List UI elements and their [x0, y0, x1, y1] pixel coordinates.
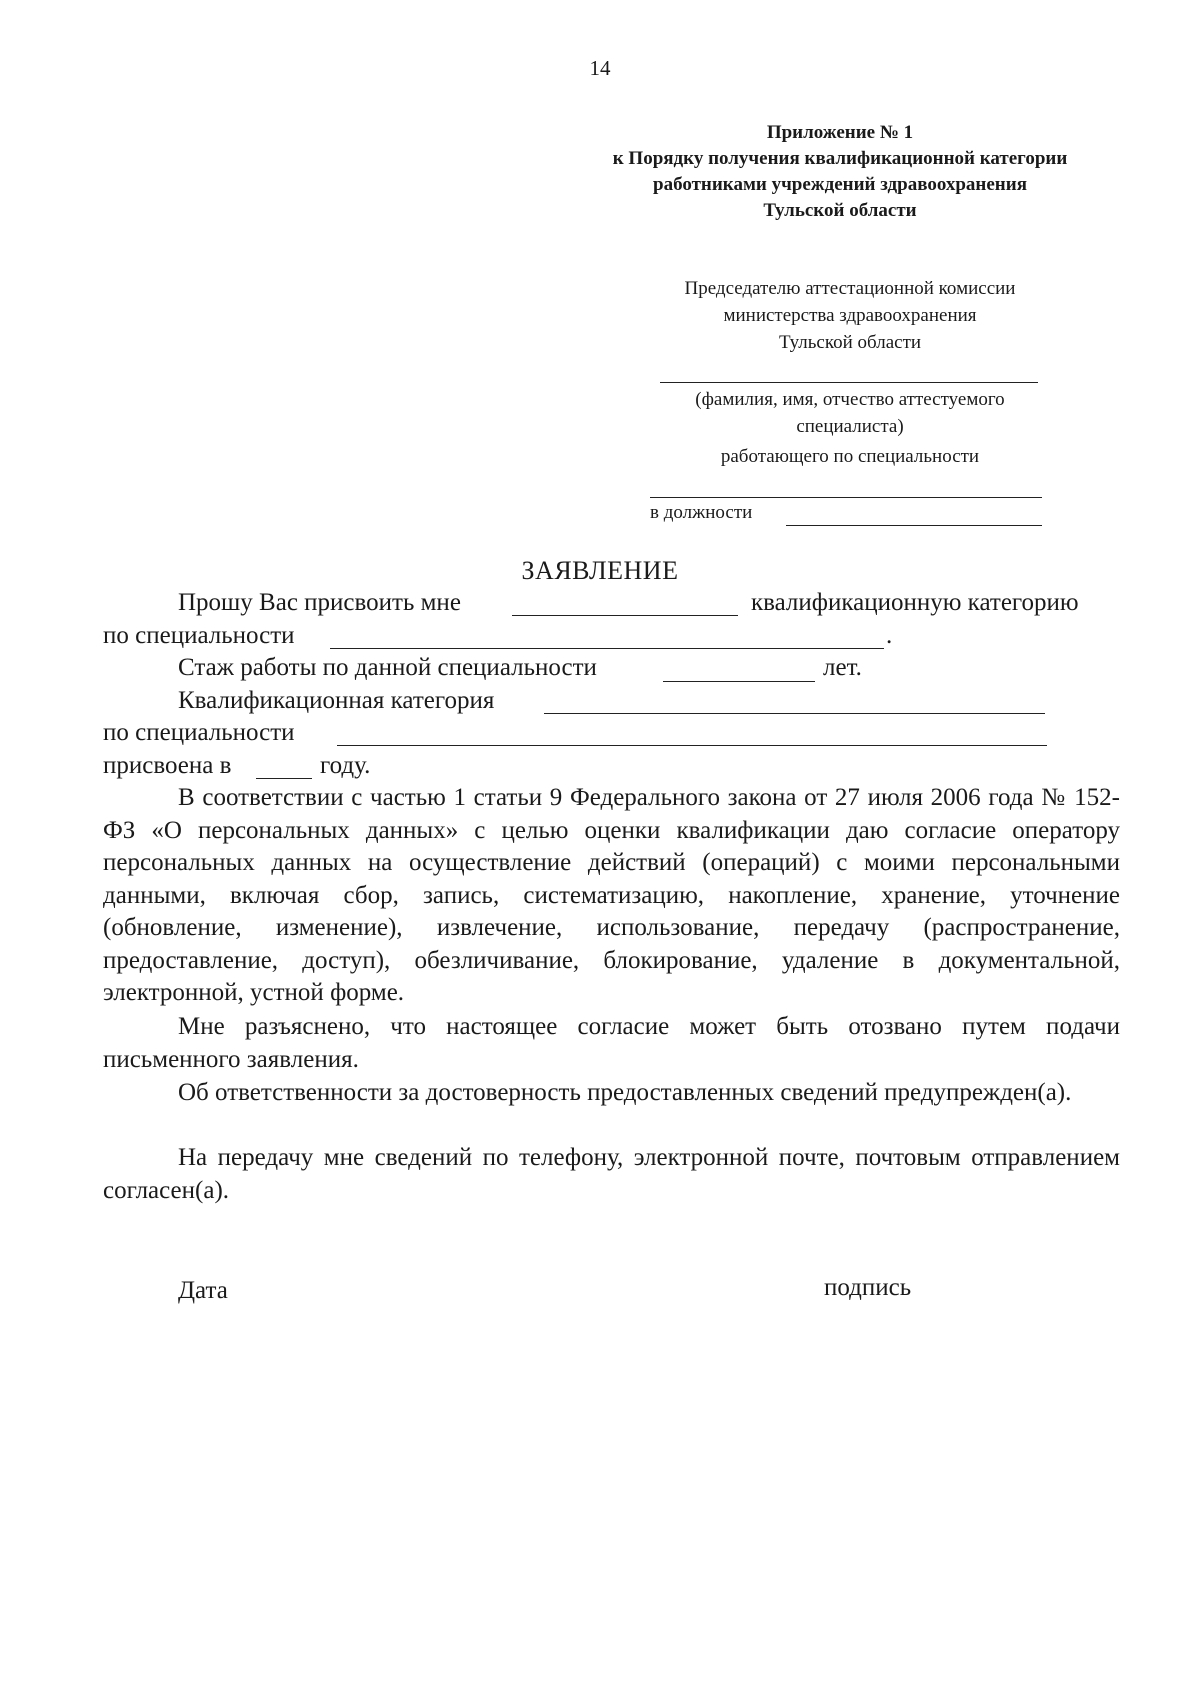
addressee-line: Тульской области	[778, 332, 922, 353]
form-line1-start: Прошу Вас присвоить мне	[178, 589, 461, 616]
name-hint-line: (фамилия, имя, отчество аттестуемого	[695, 389, 1005, 410]
addressee-block	[600, 275, 1100, 356]
form-line2-start: по специальности	[103, 622, 295, 649]
name-hint	[600, 386, 1100, 440]
specialty-request-blank-line[interactable]	[330, 648, 884, 649]
form-line6-end: году.	[320, 752, 371, 779]
form-line4-start: Квалификационная категория	[178, 687, 495, 714]
current-category-blank-line[interactable]	[544, 713, 1045, 714]
specialty-blank-line[interactable]	[650, 497, 1042, 498]
specialty-label: работающего по специальности	[720, 446, 980, 467]
date-label: Дата	[178, 1277, 228, 1304]
appendix-line: Приложение № 1	[766, 122, 914, 143]
position-blank-line[interactable]	[786, 525, 1042, 526]
page-number: 14	[589, 56, 611, 80]
year-blank-line[interactable]	[256, 778, 312, 779]
appendix-line: работниками учреждений здравоохранения	[653, 174, 1027, 195]
form-line1-end: квалификационную категорию	[751, 589, 1079, 616]
addressee-line: Председателю аттестационной комиссии	[684, 278, 1016, 299]
signature-label: подпись	[824, 1274, 912, 1301]
addressee-line: министерства здравоохранения	[723, 305, 977, 326]
current-specialty-blank-line[interactable]	[337, 745, 1047, 746]
appendix-header	[560, 120, 1120, 224]
communication-paragraph: На передачу мне сведений по телефону, электронной почте, почтовым отправлением согласен(а).	[103, 1144, 1120, 1204]
form-line6-start: присвоена в	[103, 752, 232, 779]
document-title: ЗАЯВЛЕНИЕ	[521, 556, 679, 585]
category-blank-line[interactable]	[512, 615, 738, 616]
revocation-paragraph: Мне разъяснено, что настоящее согласие может быть отозвано путем подачи письменного заявления.	[103, 1013, 1120, 1073]
form-line3-start: Стаж работы по данной специальности	[178, 654, 597, 681]
position-label: в должности	[650, 502, 753, 523]
form-line2-end: .	[886, 622, 893, 649]
responsibility-paragraph: Об ответственности за достоверность предоставленных сведений предупрежден(а).	[178, 1079, 1072, 1106]
appendix-line: к Порядку получения квалификационной категории	[612, 148, 1068, 169]
appendix-line: Тульской области	[763, 200, 917, 221]
name-blank-line[interactable]	[660, 382, 1038, 383]
experience-blank-line[interactable]	[663, 681, 815, 682]
form-line3-end: лет.	[823, 654, 862, 681]
form-line5-start: по специальности	[103, 719, 295, 746]
name-hint-line: специалиста)	[796, 416, 904, 437]
consent-paragraph: В соответствии с частью 1 статьи 9 Федерального закона от 27 июля 2006 года № 152-ФЗ «О персональных данных» с целью оценки квалификации даю согласие оператору персональных данных на осуществление действий (операций) с моими персональными данными, включая сбор, запись, систематизацию, накопление, хранение, уточнение (обновление, изменение), извлечение, использование, передачу (распространение, предоставление, доступ), обезличивание, блокирование, удаление в документальной, электронной, устной форме.	[103, 784, 1120, 1006]
